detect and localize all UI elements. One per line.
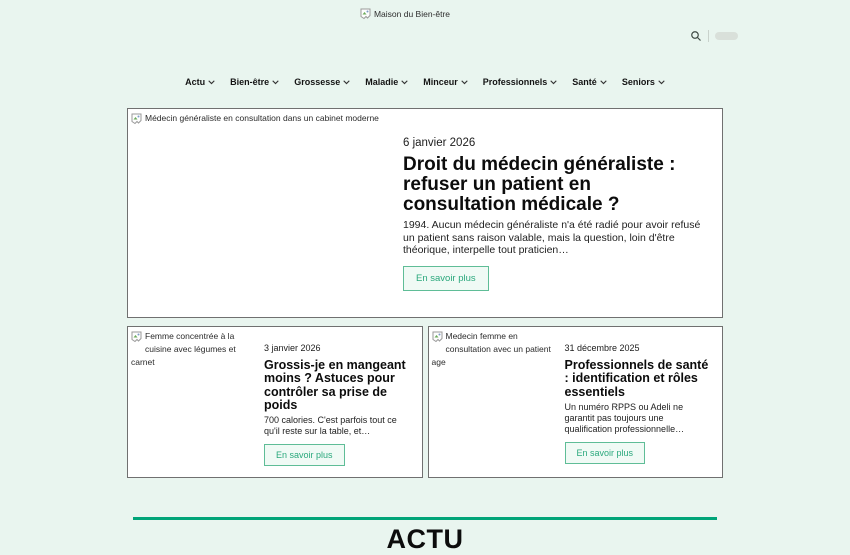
- article-content: [565, 327, 723, 477]
- chevron-down-icon: [272, 80, 279, 85]
- nav-item-label: Santé: [572, 77, 597, 87]
- hero-article-date: 6 janvier 2026: [403, 137, 476, 149]
- site-logo[interactable]: [360, 8, 450, 20]
- article-title: Professionnels de santé : identification et rôles essentiels: [564, 358, 709, 399]
- read-more-button[interactable]: En savoir plus: [565, 442, 646, 464]
- nav-item-actu[interactable]: [185, 77, 215, 87]
- site-header: [0, 0, 850, 20]
- chevron-down-icon: [550, 80, 557, 85]
- section-divider-line: [133, 517, 717, 520]
- broken-image-icon: [131, 331, 142, 347]
- header-divider: [708, 30, 709, 42]
- article-content: [264, 327, 422, 477]
- nav-item-seniors[interactable]: [622, 77, 665, 87]
- hero-read-more-button[interactable]: En savoir plus: [403, 266, 489, 291]
- hero-image-alt-text: Médecin généraliste en consultation dans un cabinet moderne: [145, 113, 379, 123]
- nav-item-grossesse[interactable]: [294, 77, 350, 87]
- theme-toggle-pill[interactable]: [715, 32, 738, 40]
- article-image: [429, 327, 565, 477]
- nav-item-label: Minceur: [423, 77, 458, 87]
- chevron-down-icon: [343, 80, 350, 85]
- article-image-alt-text: Femme concentrée à la cuisine avec légumes et carnet: [131, 331, 236, 368]
- hero-article-image: [128, 109, 401, 317]
- nav-item-sante[interactable]: [572, 77, 607, 87]
- article-excerpt: 700 calories. C'est parfois tout ce qu'il reste sur la table, et…: [264, 415, 397, 437]
- article-card-grossis-je: [127, 326, 423, 478]
- hero-article-card: [127, 108, 723, 318]
- article-image: [128, 327, 264, 477]
- broken-image-icon: [131, 113, 142, 129]
- nav-item-label: Grossesse: [294, 77, 341, 87]
- hero-article-content: [401, 109, 722, 317]
- articles-section: [127, 108, 723, 478]
- nav-item-label: Professionnels: [482, 77, 548, 87]
- nav-item-label: Maladie: [365, 77, 399, 87]
- nav-item-professionnels[interactable]: [483, 77, 558, 87]
- article-card-professionnels: [428, 326, 724, 478]
- chevron-down-icon: [208, 80, 215, 85]
- nav-item-label: Seniors: [621, 77, 655, 87]
- article-excerpt: Un numéro RPPS ou Adeli ne garantit pas toujours une qualification professionnelle…: [564, 401, 685, 435]
- broken-image-icon: [432, 331, 443, 347]
- article-image-alt-text: Medecin femme en consultation avec un patient age: [431, 331, 551, 368]
- hero-article-title: Droit du médecin généraliste : refuser un patient en consultation médicale ?: [403, 154, 676, 215]
- main-nav: [0, 77, 850, 87]
- actu-section-title: ACTU: [386, 524, 464, 554]
- read-more-button[interactable]: En savoir plus: [264, 444, 345, 466]
- articles-row: [127, 326, 723, 478]
- hero-article-excerpt: 1994. Aucun médecin généraliste n'a été radié pour avoir refusé un patient sans raison valable, mais la question, loin d'être théorique, interpelle tout praticien…: [403, 218, 701, 257]
- nav-item-bien-etre[interactable]: [230, 77, 279, 87]
- nav-item-label: Actu: [185, 77, 206, 87]
- nav-item-maladie[interactable]: [365, 77, 408, 87]
- article-date: 31 décembre 2025: [564, 343, 640, 353]
- chevron-down-icon: [401, 80, 408, 85]
- chevron-down-icon: [600, 80, 607, 85]
- logo-alt-text: Maison du Bien-être: [373, 9, 451, 19]
- search-icon[interactable]: [690, 30, 702, 42]
- broken-image-icon: [360, 8, 371, 20]
- nav-item-minceur[interactable]: [423, 77, 468, 87]
- header-actions: [690, 30, 738, 42]
- chevron-down-icon: [461, 80, 468, 85]
- article-title: Grossis-je en mangeant moins ? Astuces pour contrôler sa prise de poids: [264, 358, 406, 412]
- nav-item-label: Bien-être: [230, 77, 270, 87]
- article-date: 3 janvier 2026: [264, 343, 321, 353]
- chevron-down-icon: [658, 80, 665, 85]
